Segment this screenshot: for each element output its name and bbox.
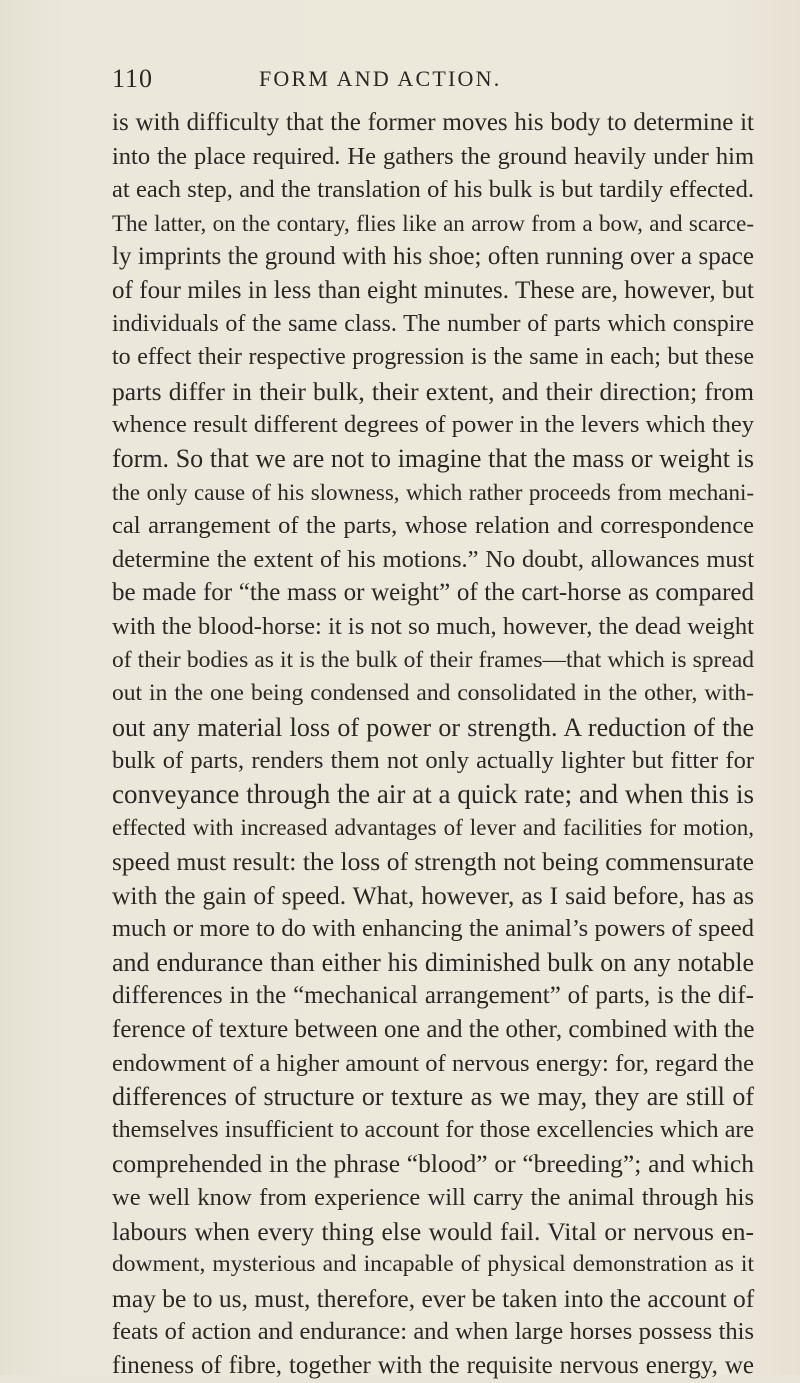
- text-line: and endurance than either his diminished bulk on any notable: [112, 947, 754, 977]
- text-line: out in the one being condensed and consolidated in the other, with-: [112, 680, 754, 707]
- text-line: is with difficulty that the former moves his body to determine it: [112, 109, 754, 136]
- text-line: comprehended in the phrase “blood” or “breeding”; and which: [112, 1149, 754, 1179]
- text-line: with the blood-horse: it is not so much, however, the dead weight: [112, 612, 754, 640]
- text-line: with the gain of speed. What, however, as I said before, has as: [112, 880, 754, 910]
- text-line: The latter, on the contary, flies like an arrow from a bow, and scarce-: [112, 210, 754, 236]
- text-line: out any material loss of power or strength. A reduction of the: [112, 712, 754, 742]
- text-line: to effect their respective progression is the same in each; but these: [112, 344, 754, 371]
- text-line: differences of structure or texture as we may, they are still of: [112, 1082, 754, 1112]
- text-line: conveyance through the air at a quick rate; and when this is: [112, 778, 754, 809]
- text-line: fineness of fibre, together with the requisite nervous energy, we: [112, 1351, 754, 1379]
- text-line: ference of texture between one and the other, combined with the: [112, 1016, 755, 1044]
- text-line: feats of action and endurance: and when large horses possess this: [112, 1318, 754, 1346]
- text-line: the only cause of his slowness, which rather proceeds from mechani-: [112, 479, 754, 505]
- text-line: may be to us, must, therefore, ever be taken into the account of: [112, 1283, 755, 1313]
- text-line: effected with increased advantages of lever and facilities for motion,: [112, 815, 754, 841]
- body-text: [112, 106, 754, 1383]
- text-line: of their bodies as it is the bulk of their frames—that which is spread: [112, 646, 754, 673]
- text-line: at each step, and the translation of his bulk is but tardily effected.: [112, 176, 754, 204]
- text-line: determine the extent of his motions.” No doubt, allowances must: [112, 545, 754, 573]
- text-line: of four miles in less than eight minutes. These are, however, but: [112, 276, 754, 304]
- text-line: cal arrangement of the parts, whose relation and correspondence: [112, 512, 754, 540]
- text-line: speed must result: the loss of strength not being commensurate: [112, 847, 754, 877]
- running-title: FORM AND ACTION.: [259, 66, 502, 91]
- text-line: much or more to do with enhancing the animal’s powers of speed: [112, 915, 754, 943]
- text-line: individuals of the same class. The number of parts which conspire: [112, 310, 754, 337]
- running-head: [112, 64, 752, 104]
- text-line: we well know from experience will carry the animal through his: [112, 1184, 754, 1211]
- text-line: bulk of parts, renders them not only actually lighter but fitter for: [112, 747, 754, 775]
- text-line: themselves insufficient to account for those excellencies which are: [112, 1116, 754, 1143]
- text-line: endowment of a higher amount of nervous energy: for, regard the: [112, 1049, 754, 1077]
- text-line: dowment, mysterious and incapable of physical demonstration as it: [112, 1251, 754, 1278]
- text-line: be made for “the mass or weight” of the cart-horse as compared: [112, 579, 754, 607]
- text-line: into the place required. He gathers the ground heavily under him: [112, 142, 754, 170]
- text-line: labours when every thing else would fail. Vital or nervous en-: [112, 1216, 754, 1246]
- page-number: 110: [112, 64, 154, 93]
- text-line: ly imprints the ground with his shoe; often running over a space: [112, 243, 754, 271]
- text-line: form. So that we are not to imagine that the mass or weight is: [112, 443, 754, 473]
- text-line: parts differ in their bulk, their extent, and their direction; from: [112, 376, 754, 406]
- text-line: differences in the “mechanical arrangement” of parts, is the dif-: [112, 982, 754, 1010]
- text-line: whence result different degrees of power in the levers which they: [112, 411, 754, 439]
